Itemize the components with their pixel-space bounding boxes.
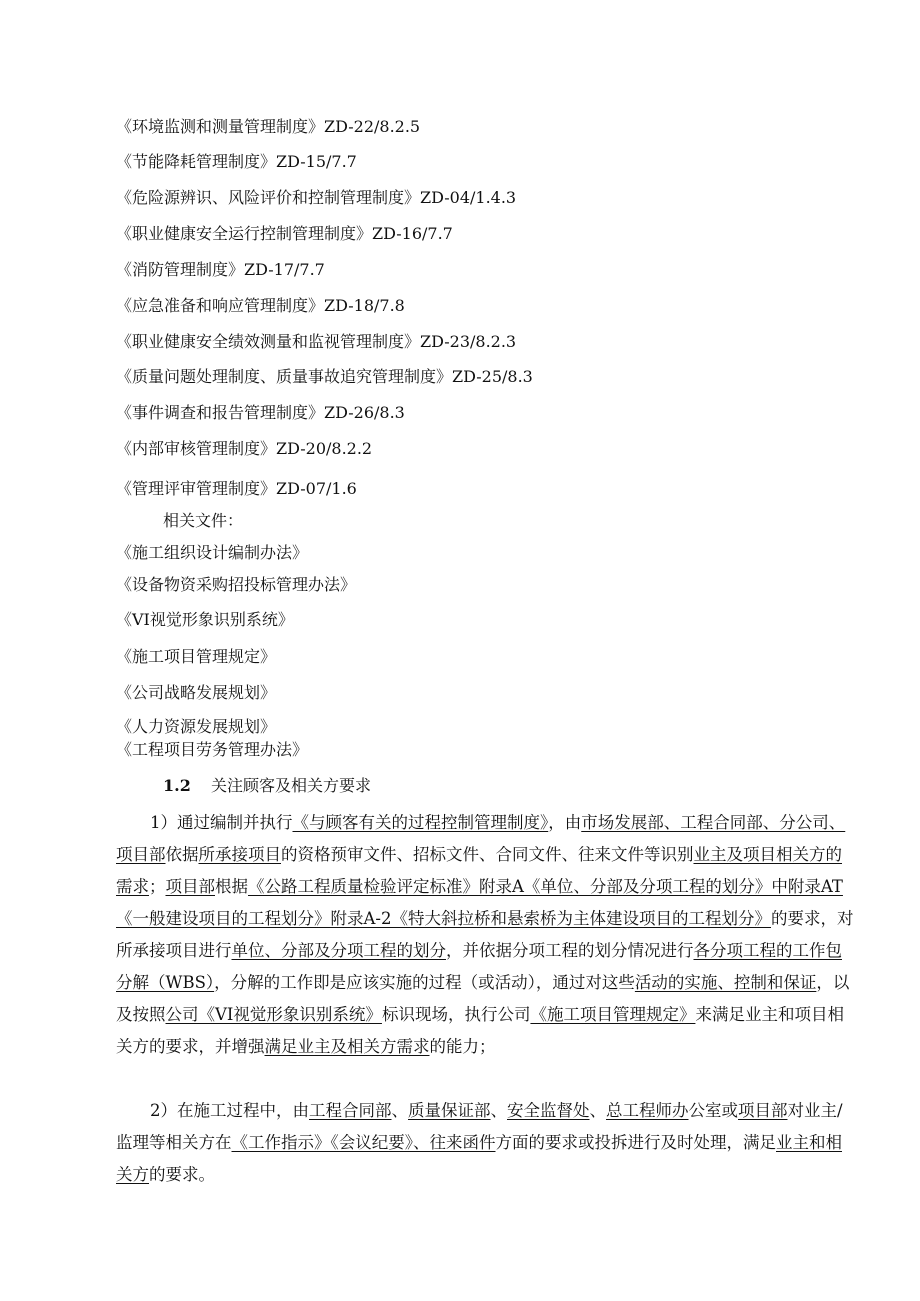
underlined-phrase: 安全监督处 bbox=[507, 1101, 590, 1120]
related-file-item: 《设备物资采购招投标管理办法》 bbox=[116, 575, 357, 594]
text-run: 标识现场，执行公司 bbox=[381, 1005, 531, 1024]
text-run: 的能力； bbox=[429, 1037, 496, 1056]
text-run: 2）在施工过程中，由 bbox=[150, 1101, 309, 1120]
related-file-item: 《施工组织设计编制办法》 bbox=[116, 543, 309, 562]
related-file-item: 《公司战略发展规划》 bbox=[116, 683, 277, 702]
underlined-phrase: 总工程师办 bbox=[606, 1101, 689, 1120]
underlined-phrase: 公司《VI视觉形象识别系统》 bbox=[165, 1005, 382, 1024]
underlined-phrase: 满足业主及相关方需求 bbox=[264, 1037, 430, 1056]
text-run: 根据 bbox=[215, 877, 248, 896]
related-file-item: 《人力资源发展规划》 bbox=[116, 717, 277, 736]
text-run: 、 bbox=[490, 1101, 507, 1120]
text-run: 的要求，对所承接项目进行 bbox=[116, 909, 854, 960]
underlined-phrase: 市场发展部、工程合同部、分公司、项目部 bbox=[116, 813, 846, 864]
ref-item: 《管理评审管理制度》ZD-07/1.6 bbox=[116, 479, 357, 498]
related-files-heading: 相关文件： bbox=[163, 511, 244, 530]
ref-item: 《质量问题处理制度、质量事故追究管理制度》ZD-25/8.3 bbox=[116, 367, 533, 386]
related-file-item: 《工程项目劳务管理办法》 bbox=[116, 740, 309, 759]
underlined-phrase: 项目部 bbox=[165, 877, 215, 896]
underlined-phrase: 《公路工程质量检验评定标准》附录A《单位、分部及分项工程的划分》中附录AT《一般建设项目的工程划分》附录A-2《特大斜拉桥和悬索桥为主体建设项目的工程划分》 bbox=[116, 877, 843, 928]
paragraph-1-text bbox=[116, 813, 854, 1056]
underlined-phrase: 活动的实施、控制和保证 bbox=[634, 973, 817, 992]
paragraph-1 bbox=[116, 807, 856, 1063]
text-run: 对业主/监理等相关方在 bbox=[116, 1101, 843, 1152]
section-number: 1.2 bbox=[163, 776, 191, 795]
related-file-item: 《施工项目管理规定》 bbox=[116, 647, 277, 666]
underlined-phrase: 所承接项目 bbox=[198, 845, 281, 864]
underlined-phrase: 单位、分部及分项工程的划分 bbox=[231, 941, 446, 960]
text-run: ，由 bbox=[548, 813, 582, 832]
underlined-phrase: 项目部 bbox=[738, 1101, 788, 1120]
text-run: 的要求。 bbox=[149, 1165, 215, 1184]
ref-item: 《职业健康安全运行控制管理制度》ZD-16/7.7 bbox=[116, 224, 453, 243]
ref-item: 《消防管理制度》ZD-17/7.7 bbox=[116, 260, 325, 279]
underlined-phrase: 《施工项目管理规定》 bbox=[530, 1005, 696, 1024]
underlined-phrase: 业主及项目相关方的需求 bbox=[116, 845, 842, 896]
underlined-phrase: 《与顾客有关的过程控制管理制度》 bbox=[292, 813, 549, 832]
paragraph-2 bbox=[116, 1095, 856, 1191]
ref-item: 《内部审核管理制度》ZD-20/8.2.2 bbox=[116, 439, 373, 458]
underlined-phrase: 业主和相关方 bbox=[116, 1133, 842, 1184]
text-run: ，分解的工作即是应该实施的过程（或活动），通过对这些 bbox=[214, 973, 635, 992]
underlined-phrase: 各分项工程的工作包分解（WBS） bbox=[116, 941, 842, 992]
related-file-item: 《VI视觉形象识别系统》 bbox=[116, 610, 294, 629]
text-run: 依据 bbox=[165, 845, 199, 864]
text-run: 方面的要求或投拆进行及时处理，满足 bbox=[495, 1133, 776, 1152]
section-heading bbox=[163, 776, 371, 796]
underlined-phrase: 《工作指示》《会议纪要》、往来函件 bbox=[231, 1133, 496, 1152]
text-run: 、 bbox=[391, 1101, 408, 1120]
text-run: 1）通过编制并执行 bbox=[150, 813, 293, 832]
underlined-phrase: 质量保证部 bbox=[408, 1101, 491, 1120]
text-run: 来满足业主和项目相关方的要求，并增强 bbox=[116, 1005, 844, 1056]
ref-item: 《危险源辨识、风险评价和控制管理制度》ZD-04/1.4.3 bbox=[116, 188, 517, 207]
section-title: 关注顾客及相关方要求 bbox=[211, 776, 372, 795]
text-run: 公室或 bbox=[688, 1101, 738, 1120]
text-run: ； bbox=[149, 877, 166, 896]
ref-item: 《应急准备和响应管理制度》ZD-18/7.8 bbox=[116, 296, 405, 315]
paragraph-2-text bbox=[116, 1101, 843, 1184]
text-run: 、 bbox=[589, 1101, 606, 1120]
ref-item: 《事件调查和报告管理制度》ZD-26/8.3 bbox=[116, 403, 405, 422]
text-run: 的资格预审文件、招标文件、合同文件、往来文件等识别 bbox=[281, 845, 694, 864]
text-run: ，并依据分项工程的划分情况进行 bbox=[446, 941, 694, 960]
ref-item: 《节能降耗管理制度》ZD-15/7.7 bbox=[116, 152, 357, 171]
ref-item: 《环境监测和测量管理制度》ZD-22/8.2.5 bbox=[116, 117, 421, 136]
underlined-phrase: 工程合同部 bbox=[309, 1101, 392, 1120]
ref-item: 《职业健康安全绩效测量和监视管理制度》ZD-23/8.2.3 bbox=[116, 332, 517, 351]
text-run: ，以及按照 bbox=[116, 973, 850, 1024]
